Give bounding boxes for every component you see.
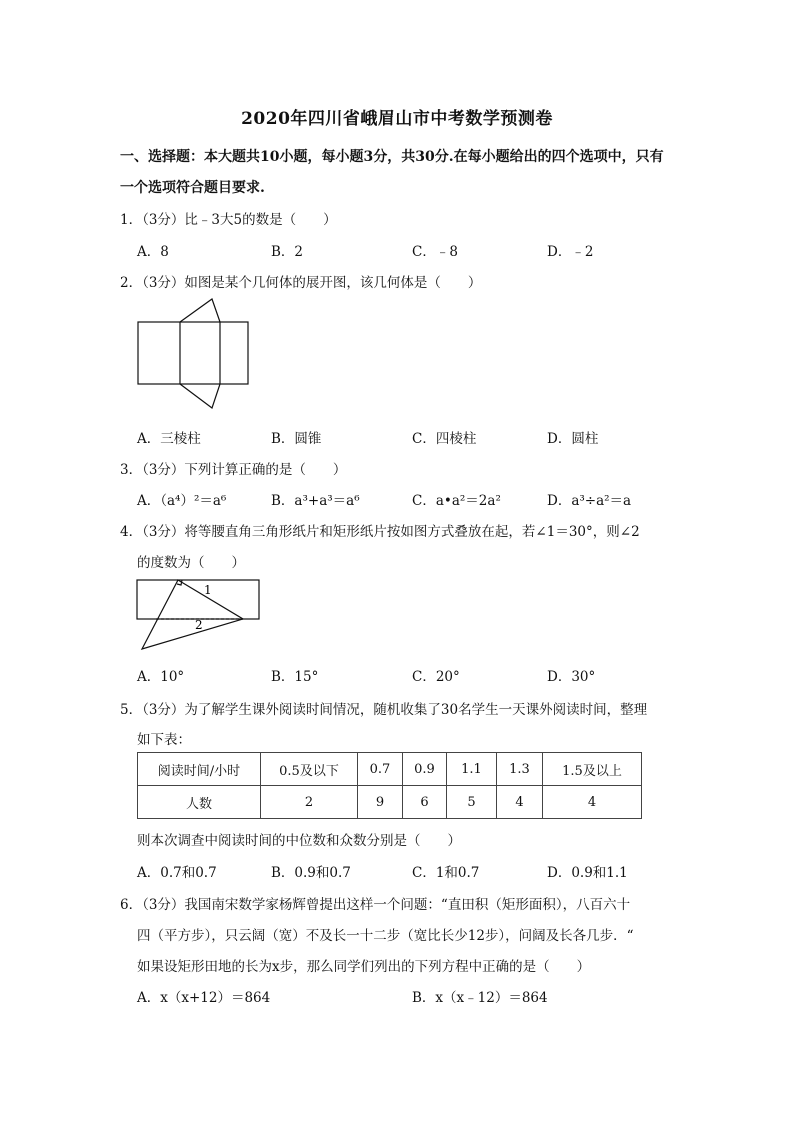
angle-2-label: 2: [195, 618, 203, 632]
page-title: 2020年四川省峨眉山市中考数学预测卷: [241, 109, 553, 129]
figure-rectangle: [137, 580, 259, 619]
q4-option-d: D．30°: [547, 669, 596, 685]
net-bottom-triangle: [180, 384, 220, 408]
question-4-stem-line1: 4．（3分）将等腰直角三角形纸片和矩形纸片按如图方式叠放在起，若∠1＝30°，则∠2: [120, 524, 640, 540]
q2-option-a: A．三棱柱: [137, 431, 201, 447]
question-1-stem: 1．（3分）比﹣3大5的数是（ ）: [120, 212, 337, 228]
q5-option-b: B．0.9和0.7: [271, 865, 351, 881]
question-6-stem-line2: 四（平方步），只云阔（宽）不及长一十二步（宽比长少12步），问阔及长各几步．“: [137, 928, 634, 944]
q2-option-b: B．圆锥: [271, 431, 322, 447]
q1-option-c: C．﹣8: [412, 244, 458, 260]
q2-option-d: D．圆柱: [547, 431, 599, 447]
net-top-triangle: [180, 299, 220, 322]
table-cell: 0.7: [358, 753, 403, 786]
question-6-stem-line1: 6．（3分）我国南宋数学家杨辉曾提出这样一个问题：“直田积（矩形面积），八百六十: [120, 897, 631, 913]
question-5-stem-line1: 5．（3分）为了解学生课外阅读时间情况，随机收集了30名学生一天课外阅读时间，整理: [120, 702, 648, 718]
q3-option-b: B．a³+a³＝a⁶: [271, 493, 360, 509]
q5-option-d: D．0.9和1.1: [547, 865, 628, 881]
reading-time-table: [137, 752, 642, 819]
q6-option-b: B．x（x﹣12）＝864: [412, 990, 548, 1006]
triangle-rectangle-figure: [130, 574, 265, 654]
section-heading-line2: 一个选项符合题目要求.: [120, 180, 265, 196]
q1-option-a: A．8: [137, 244, 169, 260]
table-cell: 0.9: [403, 753, 447, 786]
net-outer-rect: [138, 322, 248, 384]
q5-option-c: C．1和0.7: [412, 865, 480, 881]
table-cell: 1.3: [497, 753, 543, 786]
table-cell: 9: [358, 786, 403, 819]
q3-option-d: D．a³÷a²＝a: [547, 493, 632, 509]
table-cell: 人数: [138, 786, 261, 819]
question-6-stem-line3: 如果设矩形田地的长为x步，那么同学们列出的下列方程中正确的是（ ）: [137, 959, 591, 975]
table-cell: 6: [403, 786, 447, 819]
q4-option-a: A．10°: [137, 669, 185, 685]
figure-right-triangle: [142, 580, 243, 649]
table-cell: 阅读时间/小时: [138, 753, 261, 786]
q2-option-c: C．四棱柱: [412, 431, 477, 447]
q6-option-a: A．x（x+12）＝864: [137, 990, 271, 1006]
table-cell: 4: [497, 786, 543, 819]
prism-net-figure: [130, 292, 260, 412]
table-cell: 0.5及以下: [261, 753, 358, 786]
angle-1-label: 1: [204, 583, 212, 597]
q1-option-d: D．﹣2: [547, 244, 594, 260]
q1-option-b: B．2: [271, 244, 304, 260]
q5-option-a: A．0.7和0.7: [137, 865, 217, 881]
table-row: [138, 786, 642, 819]
q3-option-a: A．（a⁴）²＝a⁶: [137, 493, 227, 509]
table-cell: 4: [543, 786, 642, 819]
section-heading-line1: 一、选择题：本大题共10小题，每小题3分，共30分.在每小题给出的四个选项中，只有: [120, 149, 664, 165]
table-cell: 1.5及以上: [543, 753, 642, 786]
table-row: [138, 753, 642, 786]
table-cell: 2: [261, 786, 358, 819]
question-5-stem-line2: 如下表：: [137, 732, 191, 748]
question-2-stem: 2．（3分）如图是某个几何体的展开图，该几何体是（ ）: [120, 275, 482, 291]
q4-option-c: C．20°: [412, 669, 460, 685]
q3-option-c: C．a•a²＝2a²: [412, 493, 501, 509]
table-cell: 1.1: [447, 753, 497, 786]
q4-option-b: B．15°: [271, 669, 319, 685]
table-cell: 5: [447, 786, 497, 819]
question-4-stem-line2: 的度数为（ ）: [137, 555, 245, 571]
question-3-stem: 3．（3分）下列计算正确的是（ ）: [120, 462, 347, 478]
question-5-ask: 则本次调查中阅读时间的中位数和众数分别是（ ）: [137, 833, 461, 849]
